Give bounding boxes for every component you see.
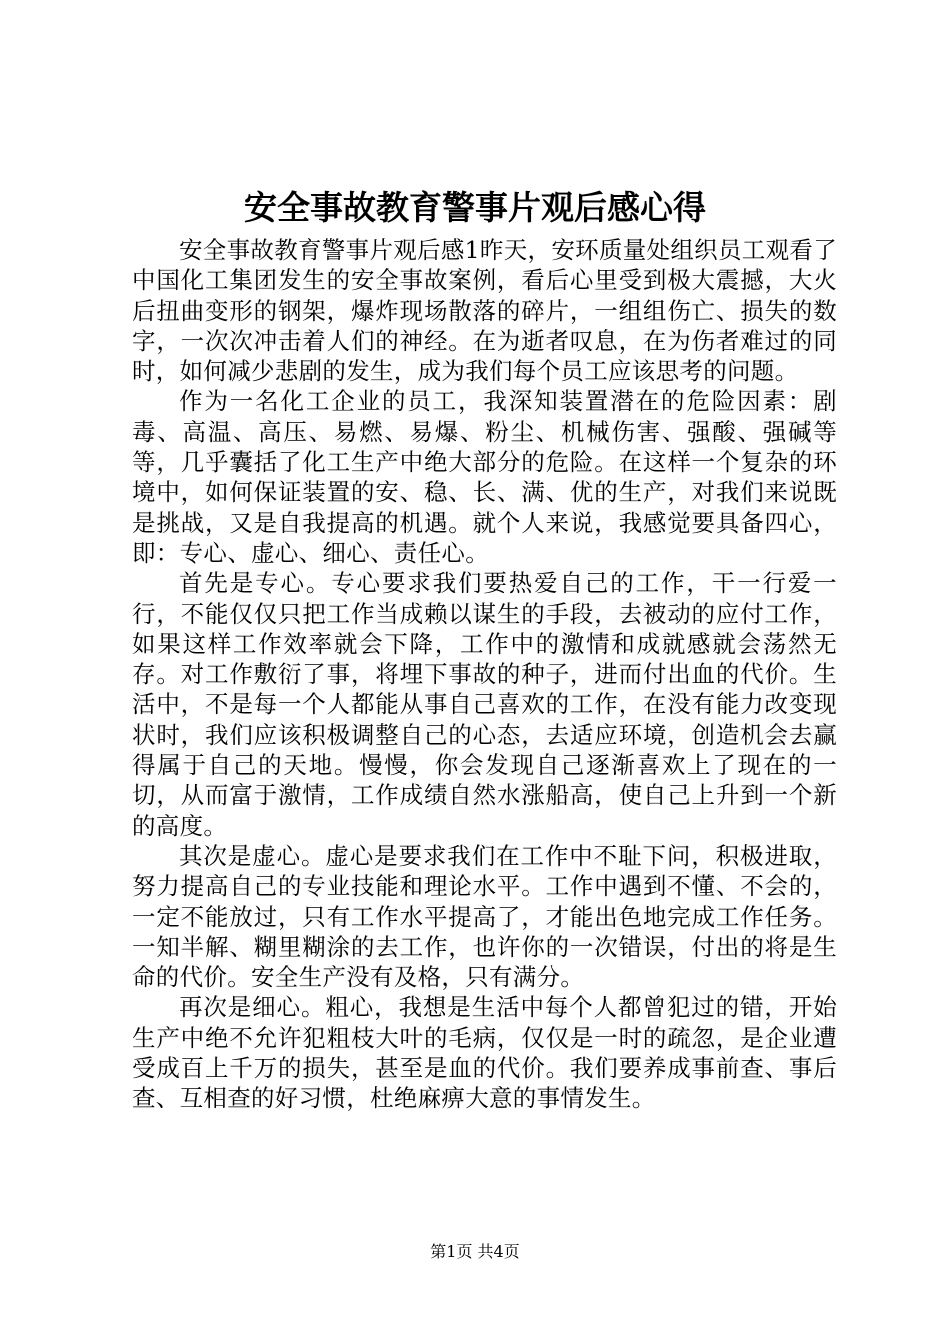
document-body <box>132 235 837 1114</box>
paragraph-4: 其次是虚心。虚心是要求我们在工作中不耻下问，积极进取，努力提高自己的专业技能和理论水平。工作中遇到不懂、不会的，一定不能放过，只有工作水平提高了，才能出色地完成工作任务。一知半解、糊里糊涂的去工作，也许你的一次错误，付出的将是生命的代价。安全生产没有及格，只有满分。 <box>132 841 837 992</box>
paragraph-5: 再次是细心。粗心，我想是生活中每个人都曾犯过的错，开始生产中绝不允许犯粗枝大叶的毛病，仅仅是一时的疏忽，是企业遭受成百上千万的损失，甚至是血的代价。我们要养成事前查、事后查、互相查的好习惯，杜绝麻痹大意的事情发生。 <box>132 993 837 1113</box>
document-title: 安全事故教育警事片观后感心得 <box>244 188 706 227</box>
paragraph-1: 安全事故教育警事片观后感1昨天，安环质量处组织员工观看了中国化工集团发生的安全事故案例，看后心里受到极大震撼，大火后扭曲变形的钢架，爆炸现场散落的碎片，一组组伤亡、损失的数字，一次次冲击着人们的神经。在为逝者叹息，在为伤者难过的同时，如何减少悲剧的发生，成为我们每个员工应该思考的问题。 <box>132 236 837 386</box>
paragraph-3: 首先是专心。专心要求我们要热爱自己的工作，干一行爱一行，不能仅仅只把工作当成赖以谋生的手段，去被动的应付工作，如果这样工作效率就会下降，工作中的激情和成就感就会荡然无存。对工作敷衍了事，将埋下事故的种子，进而付出血的代价。生活中，不是每一个人都能从事自己喜欢的工作，在没有能力改变现状时，我们应该积极调整自己的心态，去适应环境，创造机会去赢得属于自己的天地。慢慢，你会发现自己逐渐喜欢上了现在的一切，从而富于激情，工作成绩自然水涨船高，使自己上升到一个新的高度。 <box>132 569 837 840</box>
paragraph-2: 作为一名化工企业的员工，我深知装置潜在的危险因素：剧毒、高温、高压、易燃、易爆、粉尘、机械伤害、强酸、强碱等等，几乎囊括了化工生产中绝大部分的危险。在这样一个复杂的环境中，如何保证装置的安、稳、长、满、优的生产，对我们来说既是挑战，又是自我提高的机遇。就个人来说，我感觉要具备四心，即：专心、虚心、细心、责任心。 <box>132 387 837 567</box>
page-number-footer: 第1页 共4页 <box>430 1242 520 1261</box>
